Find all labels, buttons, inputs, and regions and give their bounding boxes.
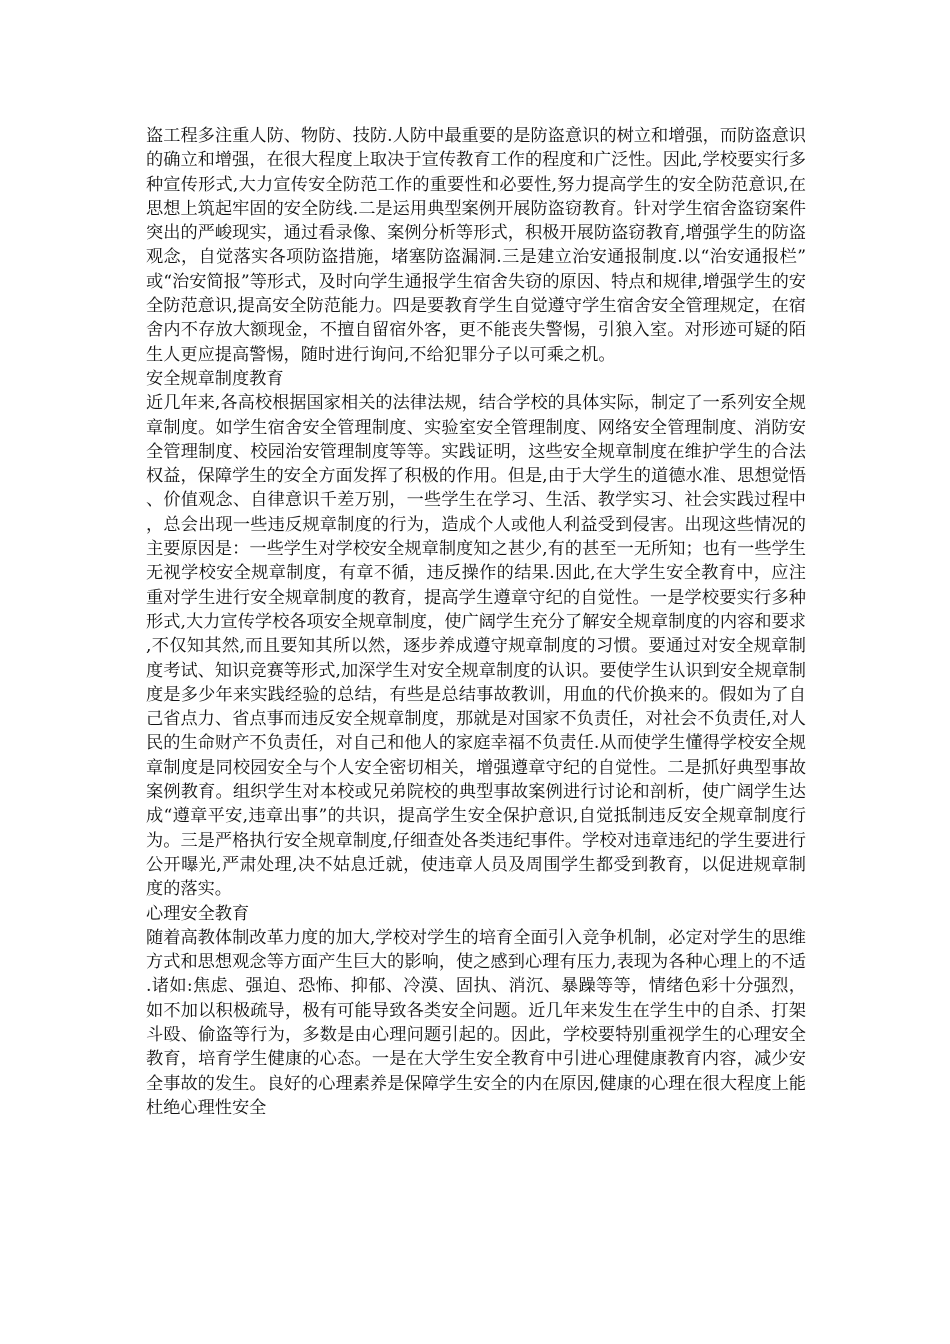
paragraph-psychological-safety: 随着高教体制改革力度的加大,学校对学生的培育全面引入竞争机制，必定对学生的思维方式和思想观念等方面产生巨大的影响，使之感到心理有压力,表现为各种心理上的不适.诸如:焦虑、强迫、恐怖、抑郁、冷漠、固执、消沉、暴躁等等，情绪色彩十分强烈，如不加以积极疏导，极有可能导致各类安全问题。近几年来发生在学生中的自杀、打架斗殴、偷盗等行为，多数是由心理问题引起的。因此，学校要特别重视学生的心理安全教育，培育学生健康的心态。一是在大学生安全教育中引进心理健康教育内容，减少安全事故的发生。良好的心理素养是保障学生安全的内在原因,健康的心理在很大程度上能杜绝心理性安全 (146, 927, 806, 1118)
paragraph-safety-rules: 近几年来,各高校根据国家相关的法律法规，结合学校的具体实际，制定了一系列安全规章制度。如学生宿舍安全管理制度、实验室安全管理制度、网络安全管理制度、消防安全管理制度、校园治安管理制度等等。实践证明，这些安全规章制度在维护学生的合法权益，保障学生的安全方面发挥了积极的作用。但是,由于大学生的道德水准、思想觉悟、价值观念、自律意识千差万别，一些学生在学习、生活、教学实习、社会实践过程中，总会出现一些违反规章制度的行为，造成个人或他人利益受到侵害。出现这些情况的主要原因是：一些学生对学校安全规章制度知之甚少,有的甚至一无所知；也有一些学生无视学校安全规章制度，有章不循，违反操作的结果.因此,在大学生安全教育中，应注重对学生进行安全规章制度的教育，提高学生遵章守纪的自觉性。一是学校要实行多种形式,大力宣传学校各项安全规章制度，使广阔学生充分了解安全规章制度的内容和要求,不仅知其然,而且要知其所以然，逐步养成遵守规章制度的习惯。要通过对安全规章制度考试、知识竞赛等形式,加深学生对安全规章制度的认识。要使学生认识到安全规章制度是多少年来实践经验的总结，有些是总结事故教训，用血的代价换来的。假如为了自己省点力、省点事而违反安全规章制度，那就是对国家不负责任，对社会不负责任,对人民的生命财产不负责任，对自己和他人的家庭幸福不负责任.从而使学生懂得学校安全规章制度是同校园安全与个人安全密切相关，增强遵章守纪的自觉性。二是抓好典型事故案例教育。组织学生对本校或兄弟院校的典型事故案例进行讨论和剖析，使广阔学生达成“遵章平安,违章出事”的共识，提高学生安全保护意识,自觉抵制违反安全规章制度行为。三是严格执行安全规章制度,仔细查处各类违纪事件。学校对违章违纪的学生要进行公开曝光,严肃处理,决不姑息迁就，使违章人员及周围学生都受到教育，以促进规章制度的落实。 (146, 393, 806, 900)
section-heading-safety-rules: 安全规章制度教育 (146, 368, 284, 389)
document-body (146, 124, 806, 1120)
section-heading-psychological-safety: 心理安全教育 (146, 903, 250, 924)
paragraph-anti-theft: 盗工程多注重人防、物防、技防.人防中最重要的是防盗意识的树立和增强，而防盗意识的确立和增强，在很大程度上取决于宣传教育工作的程度和广泛性。因此,学校要实行多种宣传形式,大力宣传安全防范工作的重要性和必要性,努力提高学生的安全防范意识,在思想上筑起牢固的安全防线.二是运用典型案例开展防盗窃教育。针对学生宿舍盗窃案件突出的严峻现实，通过看录像、案例分析等形式，积极开展防盗窃教育,增强学生的防盗观念，自觉落实各项防盗措施，堵塞防盗漏洞.三是建立治安通报制度.以“治安通报栏”或“治安简报”等形式，及时向学生通报学生宿舍失窃的原因、特点和规律,增强学生的安全防范意识,提高安全防范能力。四是要教育学生自觉遵守学生宿舍安全管理规定，在宿舍内不存放大额现金，不擅自留宿外客，更不能丧失警惕，引狼入室。对形迹可疑的陌生人更应提高警惕，随时进行询问,不给犯罪分子以可乘之机。 (146, 126, 806, 365)
